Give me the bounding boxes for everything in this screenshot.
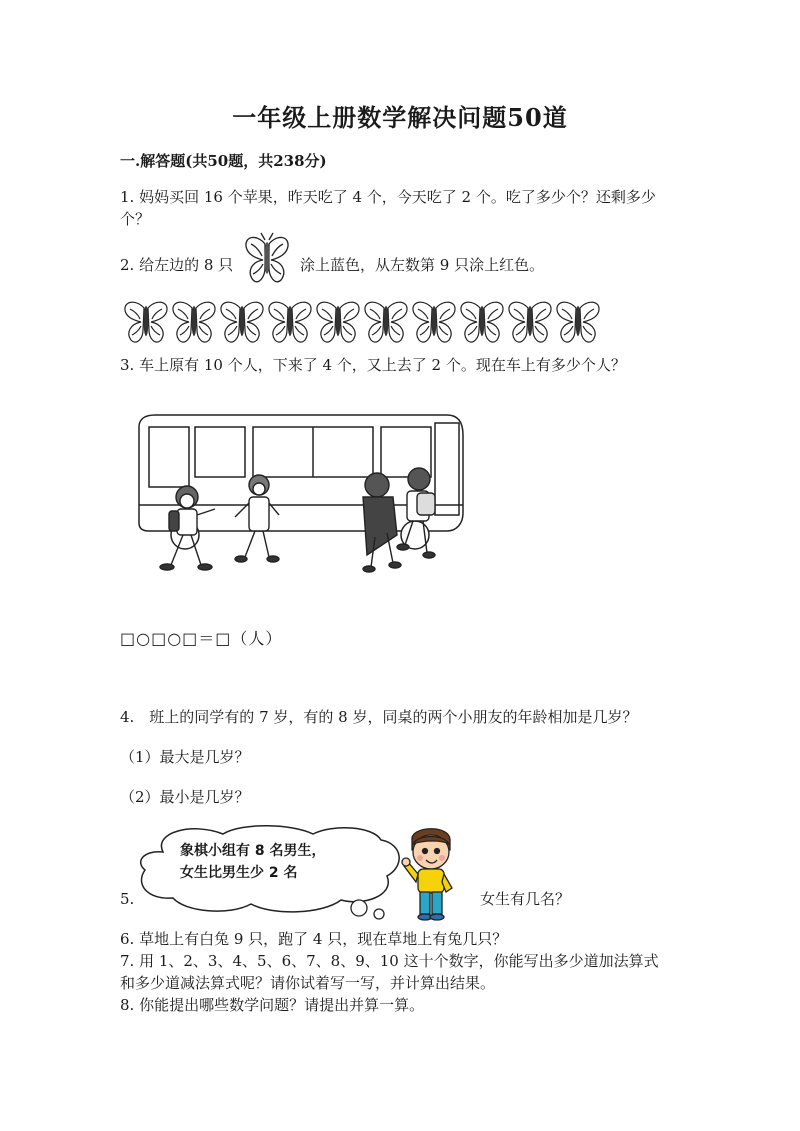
page-title: 一年级上册数学解决问题50道 <box>232 103 568 132</box>
butterfly-2-icon <box>173 302 215 342</box>
question-4-sub-1: （1）最大是几岁？ <box>120 748 250 766</box>
bubble-line-1: 象棋小组有 8 名男生， <box>180 843 326 859</box>
butterfly-row <box>120 296 600 346</box>
butterfly-8-icon <box>461 302 503 342</box>
question-2-text-after: 涂上蓝色，从左数第 9 只涂上红色。 <box>300 256 545 274</box>
question-1-line-1: 1. 妈妈买回 16 个苹果，昨天吃了 4 个，今天吃了 2 个。吃了多少个？还剩多少 <box>120 188 656 206</box>
butterfly-1-icon <box>125 302 167 342</box>
bus-illustration <box>135 405 470 585</box>
butterfly-3-icon <box>221 302 263 342</box>
question-5-text: 女生有几名？ <box>480 890 571 908</box>
question-6-text: 6. 草地上有白兔 9 只，跑了 4 只，现在草地上有兔几只？ <box>120 930 508 948</box>
section-heading: 一.解答题(共50题，共238分) <box>120 152 327 170</box>
question-5-number: 5. <box>120 890 135 908</box>
butterfly-icon <box>243 232 291 287</box>
question-2-text-before: 2. 给左边的 8 只 <box>120 256 234 274</box>
question-8-text: 8. 你能提出哪些数学问题？请提出并算一算。 <box>120 996 425 1014</box>
butterfly-7-icon <box>413 302 455 342</box>
question-7-line-2: 和多少道减法算式呢？请你试着写一写，并计算出结果。 <box>120 974 496 992</box>
bubble-line-2: 女生比男生少 2 名 <box>180 865 298 881</box>
question-1-line-2: 个？ <box>120 210 151 228</box>
boy-illustration <box>400 822 462 922</box>
butterfly-5-icon <box>317 302 359 342</box>
butterfly-10-icon <box>557 302 599 342</box>
butterfly-9-icon <box>509 302 551 342</box>
question-7-line-1: 7. 用 1、2、3、4、5、6、7、8、9、10 这十个数字，你能写出多少道加法算式 <box>120 952 659 970</box>
butterfly-4-icon <box>269 302 311 342</box>
question-4-sub-2: （2）最小是几岁？ <box>120 788 250 806</box>
question-3-text: 3. 车上原有 10 个人，下来了 4 个，又上去了 2 个。现在车上有多少个人？ <box>120 356 626 374</box>
question-3-formula: □○□○□＝□（人） <box>120 629 283 648</box>
question-4-text: 4. 班上的同学有的 7 岁，有的 8 岁，同桌的两个小朋友的年龄相加是几岁？ <box>120 708 638 726</box>
butterfly-6-icon <box>365 302 407 342</box>
